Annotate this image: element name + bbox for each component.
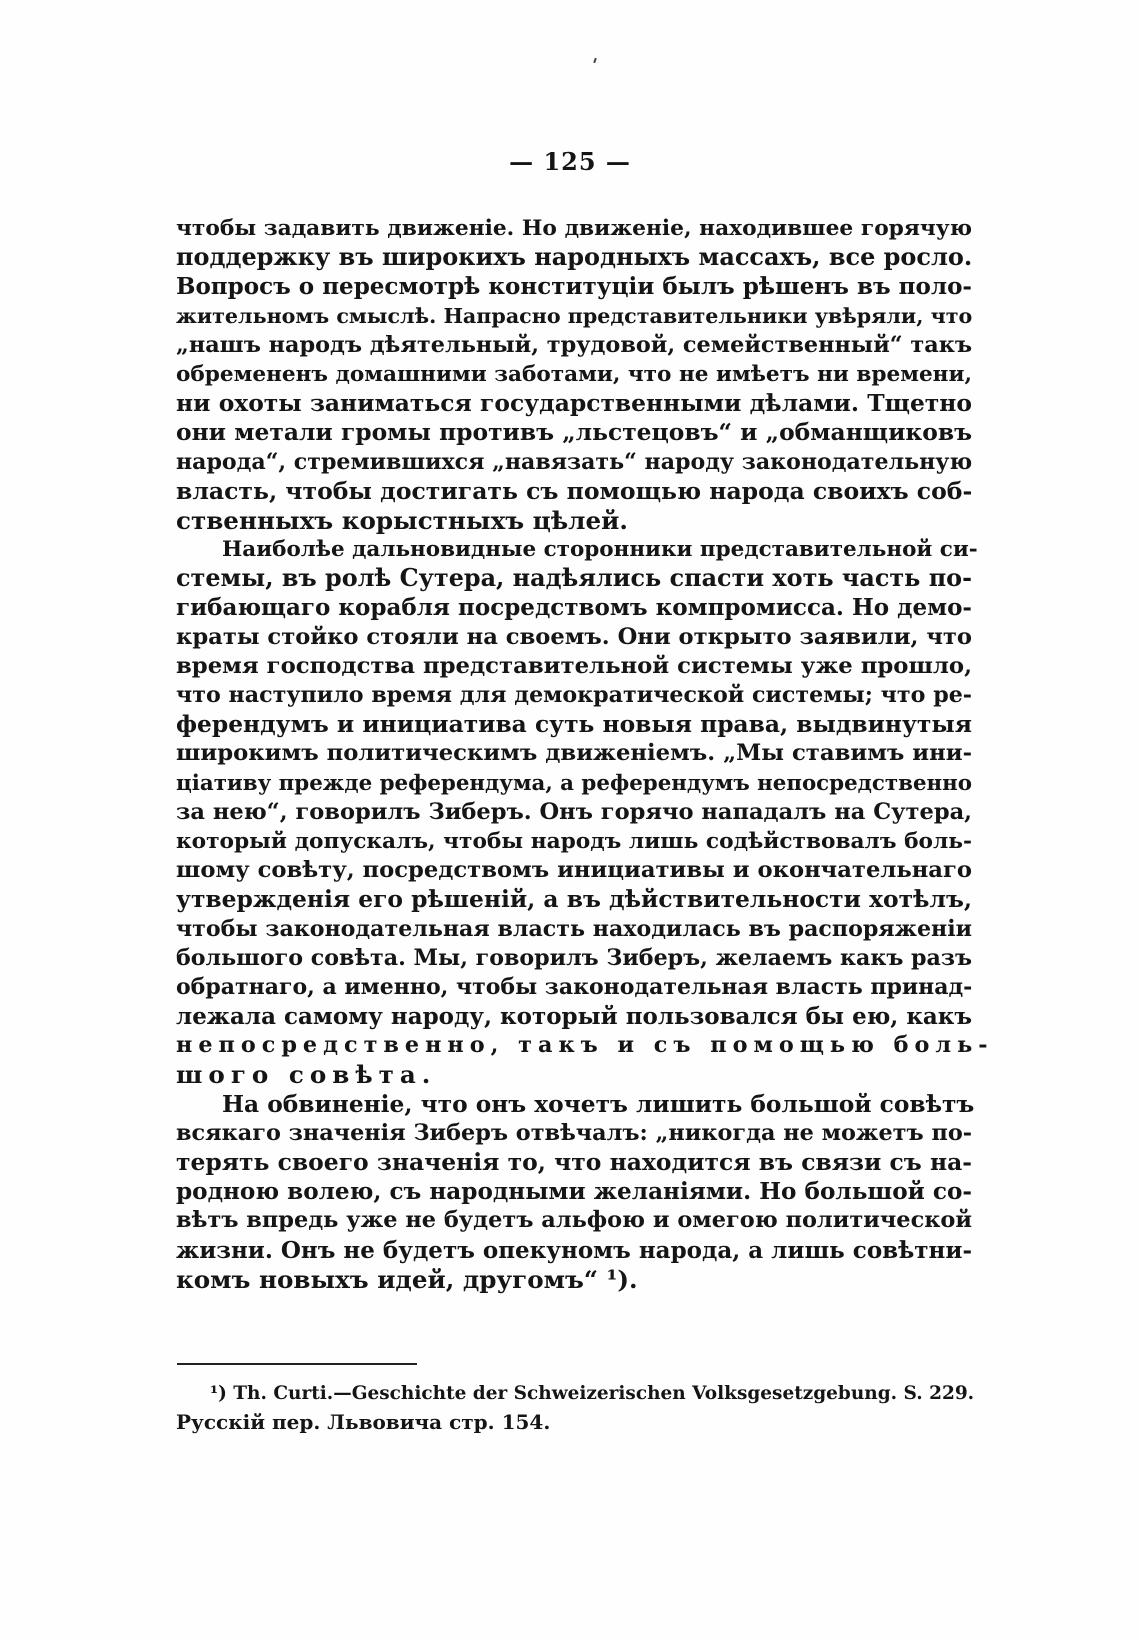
text-line: который допускалъ, чтобы народъ лишь содѣйствовалъ боль-: [176, 828, 972, 854]
text-line: шому совѣту, посредствомъ инициативы и окончательнаго: [176, 857, 972, 884]
text-line: лежала самому народу, который пользовался бы ею, какъ: [176, 1003, 972, 1031]
text-line: поддержку въ широкихъ народныхъ массахъ, все росло.: [176, 243, 973, 272]
text-line: родною волею, съ народными желаніями. Но большой со-: [176, 1178, 972, 1206]
footnote-divider: [177, 1363, 417, 1365]
text-line: Вопросъ о пересмотрѣ конституціи былъ рѣшенъ въ поло-: [176, 273, 972, 301]
text-line: ственныхъ корыстныхъ цѣлей.: [176, 505, 628, 535]
text-line: Наиболѣе дальновидные сторонники представительной си-: [222, 537, 978, 563]
footnote-line: Русскій пер. Львовича стр. 154.: [176, 1410, 551, 1434]
footnote: [176, 1380, 975, 1436]
text-line: терять своего значенія то, что находится въ связи съ на-: [176, 1148, 972, 1176]
text-line: народа“, стремившихся „навязать“ народу законодательную: [176, 448, 973, 475]
text-line: широкимъ политическимъ движеніемъ. „Мы ставимъ ини-: [176, 740, 972, 767]
text-line: ферендумъ и инициатива суть новыя права, выдвинутыя: [176, 710, 972, 739]
text-line: время господства представительной системы уже прошло,: [176, 652, 972, 679]
text-line: они метали громы противъ „льстецовъ“ и „обманщиковъ: [176, 418, 972, 447]
body-text: [176, 214, 994, 1294]
text-line: всякаго значенія Зиберъ отвѣчалъ: „никогда не можетъ по-: [176, 1119, 972, 1146]
text-line-spaced: непосредственно, такъ и съ помощью боль-: [176, 1032, 994, 1059]
text-line: комъ новыхъ идей, другомъ“ ¹).: [176, 1264, 638, 1294]
text-line: жительномъ смыслѣ. Напрасно представительники увѣряли, что: [176, 303, 973, 328]
text-line-spaced: шого совѣта.: [176, 1060, 437, 1090]
text-line: что наступило время для демократической системы; что ре-: [176, 682, 972, 708]
text-line: стемы, въ ролѣ Сутера, надѣялись спасти хоть часть по-: [176, 564, 972, 593]
text-line: большого совѣта. Мы, говорилъ Зиберъ, желаемъ какъ разъ: [176, 944, 972, 971]
text-line: вѣтъ впредь уже не будетъ альфою и омегою политической: [176, 1207, 972, 1234]
text-line: гибающаго корабля посредствомъ компромисса. Но демо-: [176, 594, 972, 622]
print-speck: [593, 58, 597, 63]
text-line: власть, чтобы достигать съ помощью народа своихъ соб-: [176, 476, 973, 505]
page-number: — 125 —: [509, 147, 631, 176]
text-line: за нею“, говорилъ Зиберъ. Онъ горячо нападалъ на Сутера,: [176, 798, 972, 825]
text-line: краты стойко стояли на своемъ. Они открыто заявили, что: [176, 623, 972, 650]
text-line: На обвиненіе, что онъ хочетъ лишить большой совѣтъ: [222, 1090, 975, 1118]
footnote-line: ¹) Th. Curti.—Geschichte der Schweizerischen Volksgesetzgebung. S. 229.: [210, 1383, 975, 1404]
text-line: „нашъ народъ дѣятельный, трудовой, семейственный“ такъ: [176, 331, 972, 358]
text-line: утвержденія его рѣшеній, а въ дѣйствительности хотѣлъ,: [176, 885, 972, 914]
text-line: обремененъ домашними заботами, что не имѣетъ ни времени,: [176, 361, 972, 387]
text-line: чтобы задавить движеніе. Но движеніе, находившее горячую: [176, 216, 972, 241]
text-line: чтобы законодательная власть находилась въ распоряженіи: [176, 915, 972, 942]
text-line: жизни. Онъ не будетъ опекуномъ народа, а лишь совѣтни-: [176, 1236, 972, 1264]
text-line: ни охоты заниматься государственными дѣлами. Тщетно: [176, 389, 972, 418]
text-line: обратнаго, а именно, чтобы законодательная власть принад-: [176, 973, 973, 1000]
text-line: ціативу прежде референдума, а референдумъ непосредственно: [176, 770, 973, 796]
